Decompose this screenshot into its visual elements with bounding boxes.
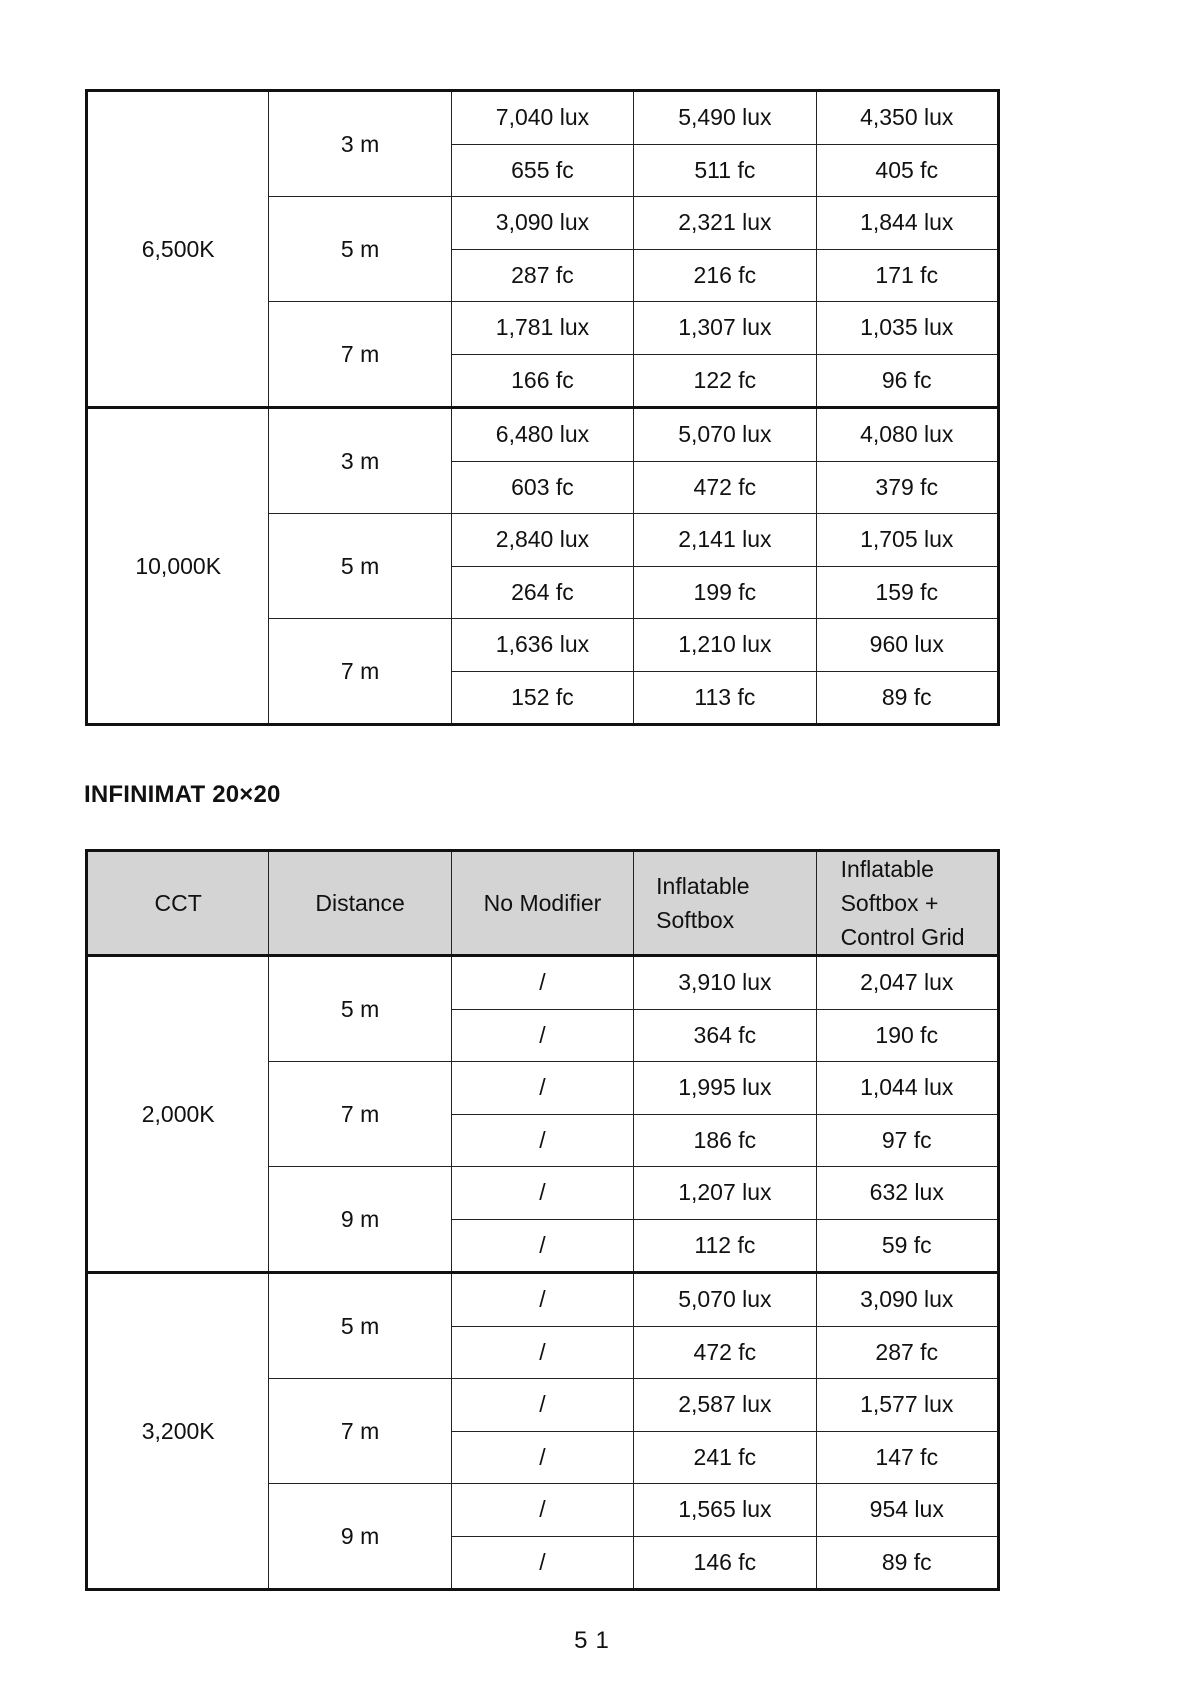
header-softbox-grid <box>816 851 998 956</box>
photometric-table-continued <box>85 89 1000 726</box>
lux-value-cell: / <box>451 1062 633 1115</box>
fc-value-cell: 97 fc <box>816 1114 998 1167</box>
fc-value-cell: 147 fc <box>816 1431 998 1484</box>
lux-value-cell: / <box>451 1379 633 1432</box>
lux-value-cell: 1,207 lux <box>634 1167 816 1220</box>
lux-value-cell: 6,480 lux <box>451 408 633 462</box>
fc-value-cell: 199 fc <box>634 566 816 619</box>
lux-value-cell: 1,210 lux <box>634 619 816 672</box>
lux-value-cell: 1,844 lux <box>816 197 998 250</box>
fc-value-cell: 405 fc <box>816 144 998 197</box>
distance-cell: 3 m <box>269 91 451 197</box>
table-row <box>87 1273 999 1327</box>
fc-value-cell: 113 fc <box>634 671 816 725</box>
fc-value-cell: 287 fc <box>451 249 633 302</box>
photometric-table-infinimat <box>85 849 1000 1591</box>
distance-cell: 7 m <box>269 302 451 408</box>
header-softbox-grid-line3: Control Grid <box>840 924 965 950</box>
header-softbox-grid-line2: Softbox + <box>840 890 939 916</box>
fc-value-cell: 287 fc <box>816 1326 998 1379</box>
fc-value-cell: / <box>451 1114 633 1167</box>
fc-value-cell: 96 fc <box>816 354 998 408</box>
fc-value-cell: 511 fc <box>634 144 816 197</box>
lux-value-cell: 5,070 lux <box>634 1273 816 1327</box>
lux-value-cell: 2,141 lux <box>634 514 816 567</box>
table-row <box>87 91 999 145</box>
lux-value-cell: 1,307 lux <box>634 302 816 355</box>
distance-cell: 7 m <box>269 1062 451 1167</box>
lux-value-cell: 2,840 lux <box>451 514 633 567</box>
distance-cell: 9 m <box>269 1167 451 1273</box>
header-no-modifier: No Modifier <box>451 851 633 956</box>
lux-value-cell: 4,350 lux <box>816 91 998 145</box>
fc-value-cell: 152 fc <box>451 671 633 725</box>
fc-value-cell: 379 fc <box>816 461 998 514</box>
table-row <box>87 956 999 1010</box>
fc-value-cell: 89 fc <box>816 671 998 725</box>
lux-value-cell: / <box>451 1167 633 1220</box>
fc-value-cell: 171 fc <box>816 249 998 302</box>
distance-cell: 9 m <box>269 1484 451 1590</box>
fc-value-cell: / <box>451 1219 633 1273</box>
header-softbox-line2: Softbox <box>656 907 735 933</box>
page-number: 51 <box>574 1627 617 1654</box>
lux-value-cell: 632 lux <box>816 1167 998 1220</box>
table2-header <box>87 851 999 956</box>
header-softbox-grid-line1: Inflatable <box>840 856 934 882</box>
lux-value-cell: 954 lux <box>816 1484 998 1537</box>
fc-value-cell: 112 fc <box>634 1219 816 1273</box>
table-row <box>87 408 999 462</box>
distance-cell: 5 m <box>269 1273 451 1379</box>
fc-value-cell: 472 fc <box>634 1326 816 1379</box>
distance-cell: 7 m <box>269 1379 451 1484</box>
lux-value-cell: / <box>451 1484 633 1537</box>
lux-value-cell: 1,035 lux <box>816 302 998 355</box>
fc-value-cell: 122 fc <box>634 354 816 408</box>
lux-value-cell: 1,044 lux <box>816 1062 998 1115</box>
fc-value-cell: / <box>451 1431 633 1484</box>
distance-cell: 7 m <box>269 619 451 725</box>
fc-value-cell: 146 fc <box>634 1536 816 1590</box>
distance-cell: 5 m <box>269 956 451 1062</box>
fc-value-cell: / <box>451 1009 633 1062</box>
section-title: INFINIMAT 20×20 <box>84 781 281 808</box>
lux-value-cell: 1,577 lux <box>816 1379 998 1432</box>
lux-value-cell: 1,705 lux <box>816 514 998 567</box>
lux-value-cell: 3,910 lux <box>634 956 816 1010</box>
lux-value-cell: 5,070 lux <box>634 408 816 462</box>
lux-value-cell: 1,636 lux <box>451 619 633 672</box>
cct-cell: 10,000K <box>87 408 269 725</box>
cct-cell: 3,200K <box>87 1273 269 1590</box>
fc-value-cell: / <box>451 1326 633 1379</box>
lux-value-cell: 1,781 lux <box>451 302 633 355</box>
lux-value-cell: 2,321 lux <box>634 197 816 250</box>
fc-value-cell: 190 fc <box>816 1009 998 1062</box>
distance-cell: 5 m <box>269 197 451 302</box>
header-softbox <box>634 851 816 956</box>
table2-body <box>87 956 999 1590</box>
lux-value-cell: 3,090 lux <box>451 197 633 250</box>
fc-value-cell: 364 fc <box>634 1009 816 1062</box>
lux-value-cell: / <box>451 956 633 1010</box>
lux-value-cell: 3,090 lux <box>816 1273 998 1327</box>
fc-value-cell: 89 fc <box>816 1536 998 1590</box>
header-cct: CCT <box>87 851 269 956</box>
fc-value-cell: 264 fc <box>451 566 633 619</box>
lux-value-cell: 1,995 lux <box>634 1062 816 1115</box>
lux-value-cell: 960 lux <box>816 619 998 672</box>
lux-value-cell: 4,080 lux <box>816 408 998 462</box>
lux-value-cell: 7,040 lux <box>451 91 633 145</box>
lux-value-cell: / <box>451 1273 633 1327</box>
fc-value-cell: 216 fc <box>634 249 816 302</box>
fc-value-cell: 655 fc <box>451 144 633 197</box>
lux-value-cell: 5,490 lux <box>634 91 816 145</box>
fc-value-cell: 241 fc <box>634 1431 816 1484</box>
lux-value-cell: 2,047 lux <box>816 956 998 1010</box>
lux-value-cell: 2,587 lux <box>634 1379 816 1432</box>
fc-value-cell: 59 fc <box>816 1219 998 1273</box>
distance-cell: 3 m <box>269 408 451 514</box>
fc-value-cell: 159 fc <box>816 566 998 619</box>
table1-body <box>87 91 999 725</box>
cct-cell: 2,000K <box>87 956 269 1273</box>
fc-value-cell: 472 fc <box>634 461 816 514</box>
fc-value-cell: 166 fc <box>451 354 633 408</box>
header-distance: Distance <box>269 851 451 956</box>
fc-value-cell: 186 fc <box>634 1114 816 1167</box>
distance-cell: 5 m <box>269 514 451 619</box>
header-softbox-line1: Inflatable <box>656 873 750 899</box>
fc-value-cell: / <box>451 1536 633 1590</box>
cct-cell: 6,500K <box>87 91 269 408</box>
lux-value-cell: 1,565 lux <box>634 1484 816 1537</box>
fc-value-cell: 603 fc <box>451 461 633 514</box>
